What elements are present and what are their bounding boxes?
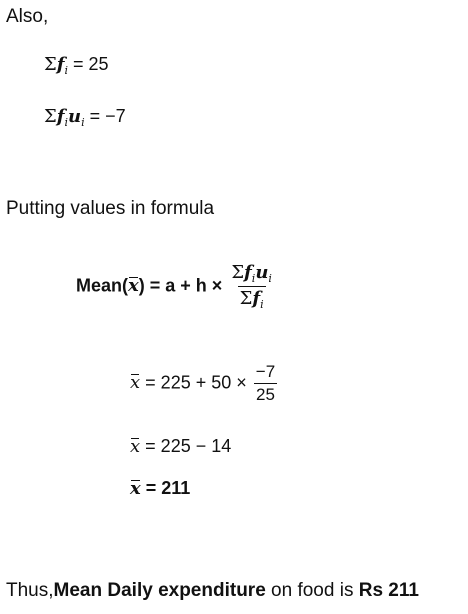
x-bar-symbol: x (130, 436, 141, 457)
x-bar-symbol: x (128, 275, 139, 297)
step3-text: = 211 (145, 478, 191, 498)
conclusion-pre: Thus, (6, 580, 54, 601)
sum-fu-value: = −7 (89, 106, 126, 126)
u-variable: u (68, 106, 82, 127)
conclusion-bold-2: Rs 211 (358, 580, 419, 601)
step2-equation (130, 436, 231, 457)
conclusion-bold-1: Mean Daily expenditure (53, 580, 266, 601)
step1-fraction (254, 362, 277, 405)
x-bar-symbol: x (130, 372, 141, 394)
mean-formula (76, 262, 274, 311)
step1-text: = 225 + 50 × (145, 372, 247, 393)
step2-text: = 225 − 14 (145, 436, 232, 456)
step3-equation (130, 478, 190, 499)
i-subscript: i (64, 64, 69, 77)
formula-numerator: $\Sigma f_iu_i$ (231, 262, 272, 285)
formula-denominator: $\Sigma f_i$ (239, 288, 264, 311)
x-bar-symbol: x (130, 478, 141, 499)
step1-denominator: 25 (256, 385, 275, 404)
f-variable: f (56, 54, 65, 75)
sum-f-value: = 25 (73, 54, 109, 74)
sum-f-equation (44, 54, 109, 77)
step1-equation (130, 362, 277, 405)
i-subscript: i (81, 116, 85, 129)
f-variable: f (56, 106, 65, 127)
putting-values-text: Putting values in formula (6, 198, 215, 219)
formula-rhs: ) = a + h × (138, 275, 223, 296)
sigma-symbol: Σ (44, 106, 57, 127)
sigma-symbol: Σ (44, 54, 57, 75)
i-subscript: i (64, 116, 69, 129)
formula-fraction (229, 262, 274, 311)
conclusion-mid: on food is (271, 580, 354, 601)
sum-fu-equation (44, 106, 126, 129)
intro-text: Also, (6, 6, 49, 27)
conclusion-text (6, 580, 419, 602)
mean-label: Mean( (76, 275, 129, 296)
step1-numerator: −7 (255, 362, 276, 381)
